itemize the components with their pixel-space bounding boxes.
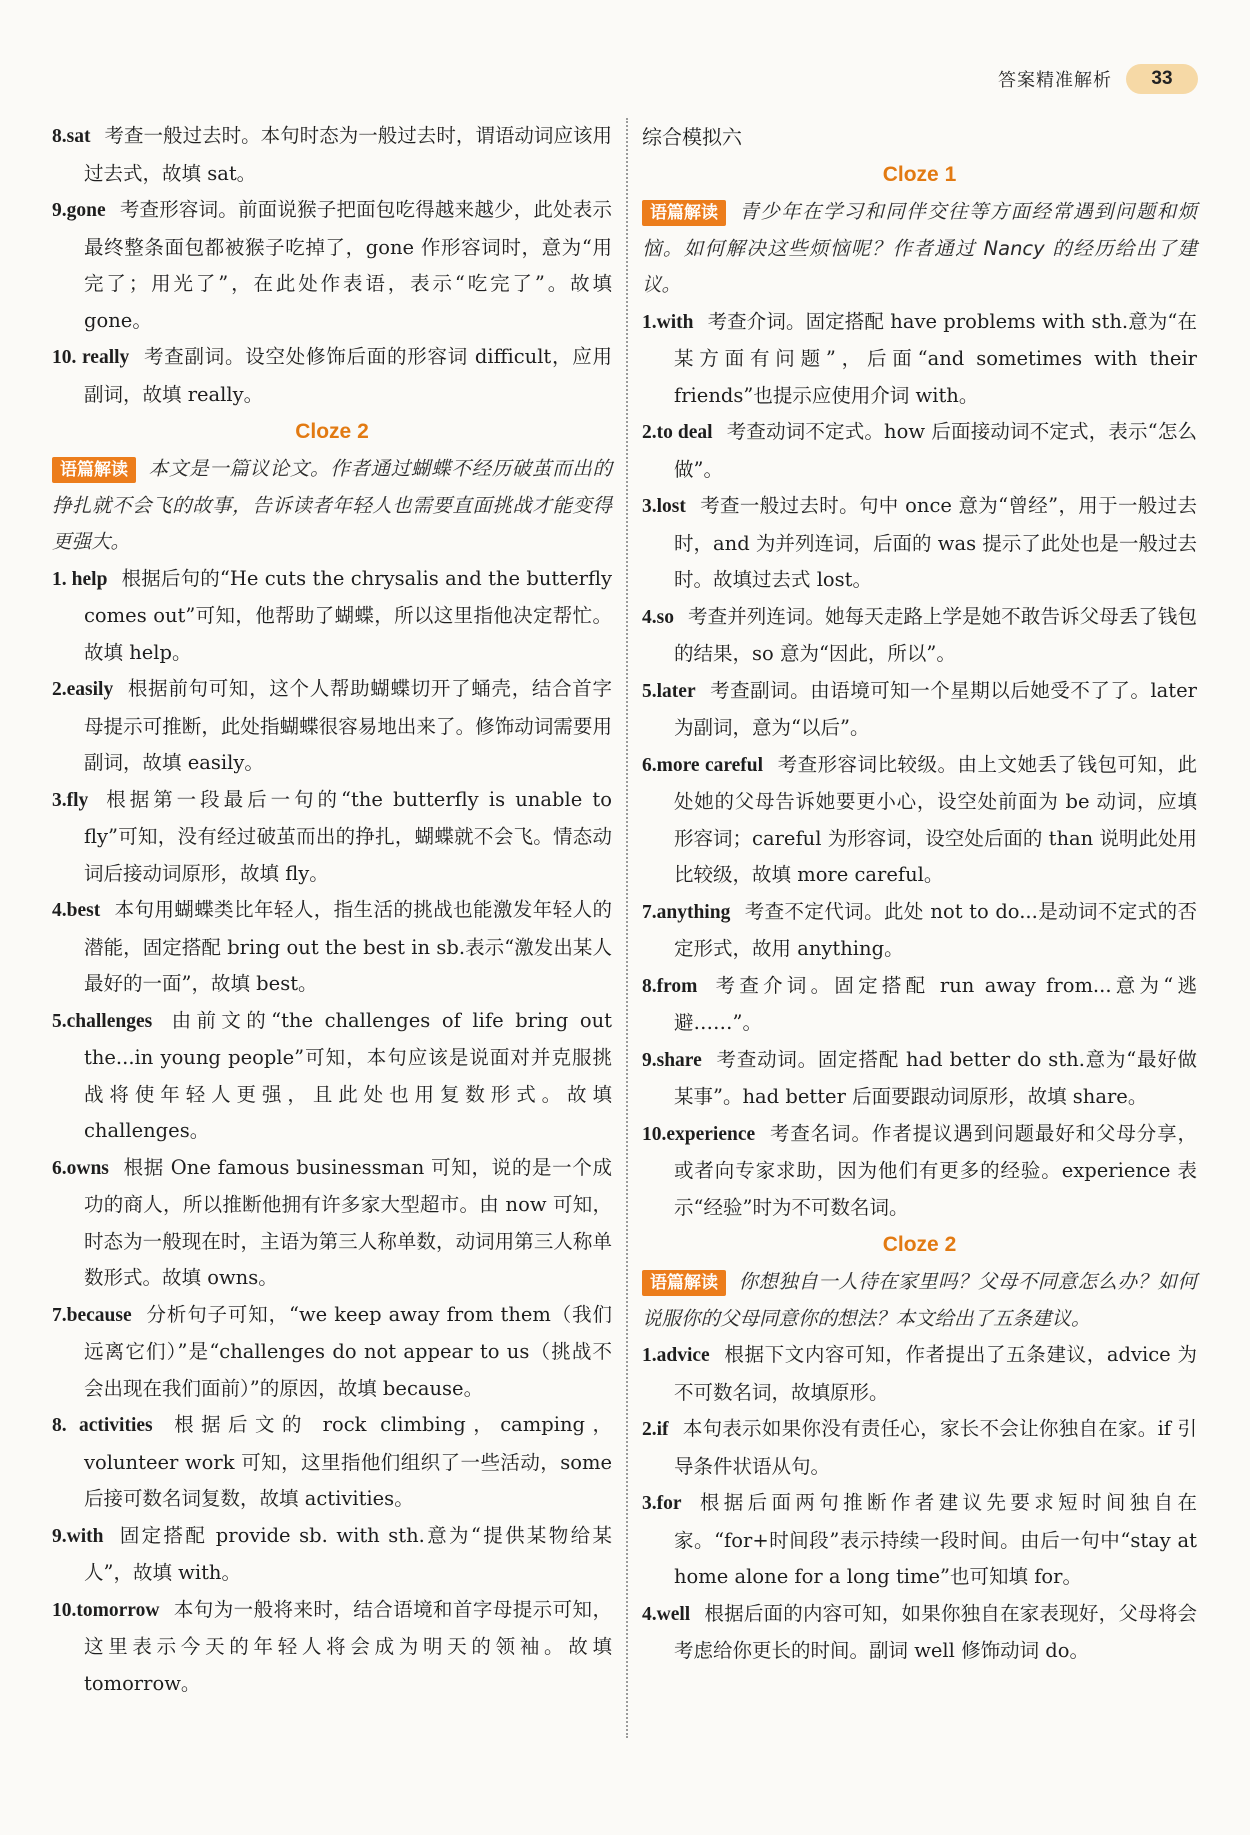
answer-item bbox=[642, 1042, 1197, 1116]
answer-explanation: 考查动词。固定搭配 had better do sth.意为“最好做某事”。had better 后面要跟动词原形，故填 share。 bbox=[674, 1047, 1197, 1108]
cloze-title: Cloze 2 bbox=[295, 420, 369, 443]
answer-key: 8.sat bbox=[52, 126, 91, 147]
answer-item bbox=[642, 488, 1197, 599]
answer-key: 10.experience bbox=[642, 1123, 756, 1145]
answer-key: 9.gone bbox=[52, 200, 106, 221]
answer-key: 1.advice bbox=[642, 1345, 710, 1366]
answer-item bbox=[642, 414, 1197, 488]
answer-key: 2.if bbox=[642, 1419, 669, 1440]
answer-key: 7.because bbox=[52, 1304, 132, 1326]
answer-explanation: 考查名词。作者提议遇到问题最好和父母分享，或者向专家求助，因为他们有更多的经验。experience 表示“经验”时为不可数名词。 bbox=[674, 1121, 1197, 1219]
answer-explanation: 本句为一般将来时，结合语境和首字母提示可知，这里表示今天的年轻人将会成为明天的领袖。故填 tomorrow。 bbox=[84, 1597, 612, 1695]
passage-summary bbox=[642, 194, 1197, 304]
answer-explanation: 固定搭配 provide sb. with sth.意为“提供某物给某人”，故填 with。 bbox=[84, 1523, 612, 1584]
cloze-title: Cloze 1 bbox=[882, 163, 957, 186]
answer-item bbox=[52, 1407, 612, 1518]
answer-key: 3.lost bbox=[642, 496, 686, 517]
answer-item bbox=[52, 892, 612, 1003]
answer-item bbox=[642, 599, 1197, 673]
answer-explanation: 本句用蝴蝶类比年轻人，指生活的挑战也能激发年轻人的潜能，固定搭配 bring out the best in sb.表示“激发出某人最好的一面”，故填 best。 bbox=[84, 898, 612, 995]
summary-text: 你想独自一人待在家里吗？父母不同意怎么办？如何说服你的父母同意你的想法？本文给出了五条建议。 bbox=[642, 1270, 1197, 1330]
answer-item bbox=[52, 1297, 612, 1408]
answer-item bbox=[642, 1485, 1197, 1596]
answer-item bbox=[52, 1518, 612, 1592]
passage-summary bbox=[642, 1264, 1197, 1337]
answer-key: 7.anything bbox=[642, 901, 731, 923]
answer-item bbox=[642, 1116, 1197, 1227]
answer-explanation: 考查副词。设空处修饰后面的形容词 difficult，应用副词，故填 really。 bbox=[84, 345, 613, 406]
answer-key: 1.with bbox=[642, 311, 694, 333]
answer-key: 3.fly bbox=[52, 789, 89, 811]
section-title: 综合模拟六 bbox=[642, 125, 742, 149]
answer-explanation: 考查并列连词。她每天走路上学是她不敢告诉父母丢了钱包的结果，so 意为“因此，所以”。 bbox=[674, 604, 1197, 665]
answer-item bbox=[52, 1150, 612, 1297]
answer-key: 5.challenges bbox=[52, 1010, 153, 1032]
answer-key: 6.owns bbox=[52, 1157, 109, 1179]
answer-key: 9.share bbox=[642, 1049, 702, 1071]
answer-explanation: 根据后面两句推断作者建议先要求短时间独自在家。“for+时间段”表示持续一段时间。由后一句中“stay at home alone for a long time”也可知填 for。 bbox=[674, 1491, 1197, 1588]
answer-explanation: 根据后文的 rock climbing，camping，volunteer work 可知，这里指他们组织了一些活动，some 后接可数名词复数，故填 activities。 bbox=[84, 1413, 613, 1510]
page-header bbox=[998, 62, 1198, 96]
answer-item bbox=[642, 968, 1197, 1042]
answer-key: 4.so bbox=[642, 606, 674, 628]
answer-explanation: 考查介词。固定搭配 have problems with sth.意为“在某方面有问题”，后面“and sometimes with their friends”也提示应使用介词 with。 bbox=[674, 309, 1197, 407]
answer-item bbox=[52, 671, 612, 782]
page-number-badge: 33 bbox=[1126, 64, 1198, 94]
answer-key: 8. activities bbox=[52, 1415, 153, 1436]
answer-explanation: 根据第一段最后一句的“the butterfly is unable to fly”可知，没有经过破茧而出的挣扎，蝴蝶就不会飞。情态动词后接动词原形，故填 fly。 bbox=[84, 787, 612, 885]
answer-item bbox=[52, 561, 612, 672]
answer-item bbox=[52, 118, 612, 192]
answer-key: 9.with bbox=[52, 1525, 104, 1547]
answer-key: 4.well bbox=[642, 1603, 691, 1625]
answer-key: 5.later bbox=[642, 680, 696, 702]
answer-explanation: 考查动词不定式。how 后面接动词不定式，表示“怎么做”。 bbox=[674, 420, 1197, 481]
answer-item bbox=[642, 304, 1197, 415]
answer-explanation: 根据后面的内容可知，如果你独自在家表现好，父母将会考虑给你更长的时间。副词 well 修饰动词 do。 bbox=[674, 1601, 1197, 1662]
answer-explanation: 考查一般过去时。本句时态为一般过去时，谓语动词应该用过去式，故填 sat。 bbox=[84, 124, 612, 185]
answer-item bbox=[642, 1337, 1197, 1411]
header-title: 答案精准解析 bbox=[998, 70, 1112, 91]
answer-explanation: 由前文的“the challenges of life bring out the...in young people”可知，本句应该是说面对并克服挑战将使年轻人更强，且此处也用复数形式。故填 challenges。 bbox=[84, 1008, 612, 1142]
answer-item bbox=[52, 339, 612, 413]
answer-item bbox=[642, 1596, 1197, 1670]
passage-summary bbox=[52, 451, 612, 561]
answer-item bbox=[52, 1003, 612, 1150]
answer-key: 2.to deal bbox=[642, 422, 713, 443]
answer-item bbox=[52, 192, 612, 339]
answer-explanation: 根据下文内容可知，作者提出了五条建议，advice 为不可数名词，故填原形。 bbox=[674, 1343, 1197, 1404]
answer-key: 10.tomorrow bbox=[52, 1599, 160, 1621]
answer-explanation: 本句表示如果你没有责任心，家长不会让你独自在家。if 引导条件状语从句。 bbox=[674, 1417, 1197, 1478]
answer-key: 8.from bbox=[642, 975, 698, 997]
answer-explanation: 考查不定代词。此处 not to do...是动词不定式的否定形式，故用 anything。 bbox=[674, 899, 1197, 960]
answer-key: 1. help bbox=[52, 568, 108, 590]
answer-item bbox=[642, 673, 1197, 747]
passage-tag: 语篇解读 bbox=[52, 457, 136, 483]
answer-key: 3.for bbox=[642, 1493, 682, 1514]
answer-key: 10. really bbox=[52, 347, 130, 368]
answer-item bbox=[642, 894, 1197, 968]
answer-item bbox=[52, 1592, 612, 1703]
passage-tag: 语篇解读 bbox=[642, 1270, 726, 1296]
answer-item bbox=[52, 782, 612, 893]
answer-key: 6.more careful bbox=[642, 754, 764, 776]
answer-explanation: 考查形容词比较级。由上文她丢了钱包可知，此处她的父母告诉她要更小心，设空处前面为 be 动词，应填形容词；careful 为形容词，设空处后面的 than 说明此处用比较级，故填 more careful。 bbox=[674, 752, 1197, 886]
left-column bbox=[52, 118, 612, 1702]
answer-explanation: 考查一般过去时。句中 once 意为“曾经”，用于一般过去时，and 为并列连词，后面的 was 提示了此处也是一般过去时。故填过去式 lost。 bbox=[674, 494, 1197, 591]
answer-explanation: 根据后句的“He cuts the chrysalis and the butterfly comes out”可知，他帮助了蝴蝶，所以这里指他决定帮忙。故填 help。 bbox=[84, 566, 612, 664]
right-column bbox=[642, 118, 1197, 1670]
answer-key: 4.best bbox=[52, 900, 101, 921]
summary-text: 青少年在学习和同伴交往等方面经常遇到问题和烦恼。如何解决这些烦恼呢？作者通过 Nancy 的经历给出了建议。 bbox=[642, 200, 1197, 296]
cloze-title: Cloze 2 bbox=[882, 1233, 957, 1256]
passage-tag: 语篇解读 bbox=[642, 200, 726, 226]
answer-item bbox=[642, 747, 1197, 894]
column-divider bbox=[626, 118, 628, 1738]
answer-explanation: 考查形容词。前面说猴子把面包吃得越来越少，此处表示最终整条面包都被猴子吃掉了，gone 作形容词时，意为“用完了；用光了”，在此处作表语，表示“吃完了”。故填 gone。 bbox=[84, 198, 612, 332]
answer-item bbox=[642, 1411, 1197, 1485]
answer-explanation: 根据前句可知，这个人帮助蝴蝶切开了蛹壳，结合首字母提示可推断，此处指蝴蝶很容易地出来了。修饰动词需要用副词，故填 easily。 bbox=[84, 677, 612, 774]
answer-explanation: 考查副词。由语境可知一个星期以后她受不了了。later 为副词，意为“以后”。 bbox=[674, 678, 1197, 739]
answer-explanation: 根据 One famous businessman 可知，说的是一个成功的商人，所以推断他拥有许多家大型超市。由 now 可知，时态为一般现在时，主语为第三人称单数，动词用第三人称单数形式。故填 owns。 bbox=[84, 1155, 612, 1289]
answer-key: 2.easily bbox=[52, 679, 114, 700]
answer-explanation: 考查介词。固定搭配 run away from...意为“逃避……”。 bbox=[674, 973, 1197, 1034]
summary-text: 本文是一篇议论文。作者通过蝴蝶不经历破茧而出的挣扎就不会飞的故事，告诉读者年轻人也需要直面挑战才能变得更强大。 bbox=[52, 457, 612, 553]
answer-explanation: 分析句子可知，“we keep away from them（我们远离它们）”是“challenges do not appear to us（挑战不会出现在我们面前）”的原因，故填 because。 bbox=[84, 1302, 612, 1400]
